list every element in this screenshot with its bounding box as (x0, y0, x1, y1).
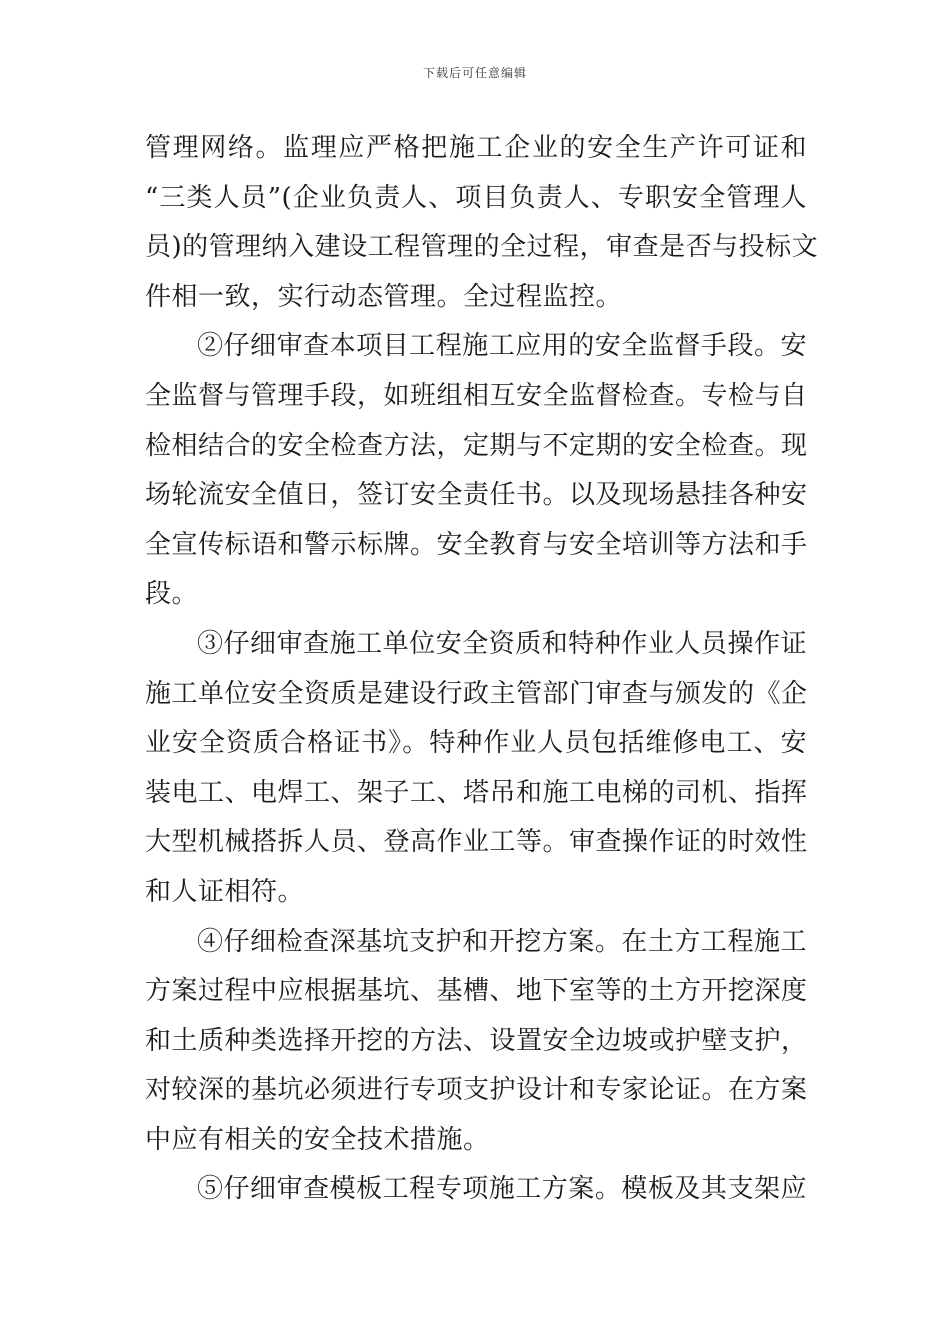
text-line: 检相结合的安全检查方法，定期与不定期的安全检查。现 (145, 430, 808, 461)
text-line: 全宣传标语和警示标牌。安全教育与安全培训等方法和手 (145, 529, 808, 560)
paragraph (145, 124, 819, 322)
text-line: 和人证相符。 (145, 876, 305, 907)
paragraph (145, 620, 807, 918)
text-line: 方案过程中应根据基坑、基槽、地下室等的土方开挖深度 (145, 976, 808, 1007)
text-line: 装电工、电焊工、架子工、塔吊和施工电梯的司机、指挥 (145, 777, 808, 808)
text-line: 大型机械搭拆人员、登高作业工等。审查操作证的时效性 (145, 827, 808, 858)
text-line: 员)的管理纳入建设工程管理的全过程，审查是否与投标文 (145, 232, 819, 263)
text-line: 场轮流安全值日，签订安全责任书。以及现场悬挂各种安 (145, 480, 808, 511)
text-line: ⑤仔细审查模板工程专项施工方案。模板及其支架应 (197, 1174, 807, 1205)
paragraph (145, 1165, 807, 1215)
text-line: 段。 (145, 579, 199, 610)
text-line: ③仔细审查施工单位安全资质和特种作业人员操作证 (197, 628, 807, 659)
text-line: “三类人员”(企业负责人、项目负责人、专职安全管理人 (145, 182, 807, 213)
text-line: 全监督与管理手段，如班组相互安全监督检查。专检与自 (145, 380, 808, 411)
document-body (145, 124, 819, 1215)
text-line: 业安全资质合格证书》。特种作业人员包括维修电工、安 (145, 728, 807, 759)
paragraph (145, 322, 807, 620)
text-line: ②仔细审查本项目工程施工应用的安全监督手段。安 (197, 331, 807, 362)
text-line: 和土质种类选择开挖的方法、设置安全边坡或护壁支护， (145, 1025, 808, 1056)
text-line: 施工单位安全资质是建设行政主管部门审查与颁发的《企 (145, 678, 808, 709)
text-line: 对较深的基坑必须进行专项支护设计和专家论证。在方案 (145, 1075, 808, 1106)
paragraph (145, 918, 807, 1166)
text-line: 件相一致，实行动态管理。全过程监控。 (145, 281, 623, 312)
header-note: 下载后可任意编辑 (422, 66, 527, 80)
text-line: ④仔细检查深基坑支护和开挖方案。在土方工程施工 (197, 926, 807, 957)
text-line: 中应有相关的安全技术措施。 (145, 1124, 490, 1155)
text-line: 管理网络。监理应严格把施工企业的安全生产许可证和 (145, 133, 807, 163)
